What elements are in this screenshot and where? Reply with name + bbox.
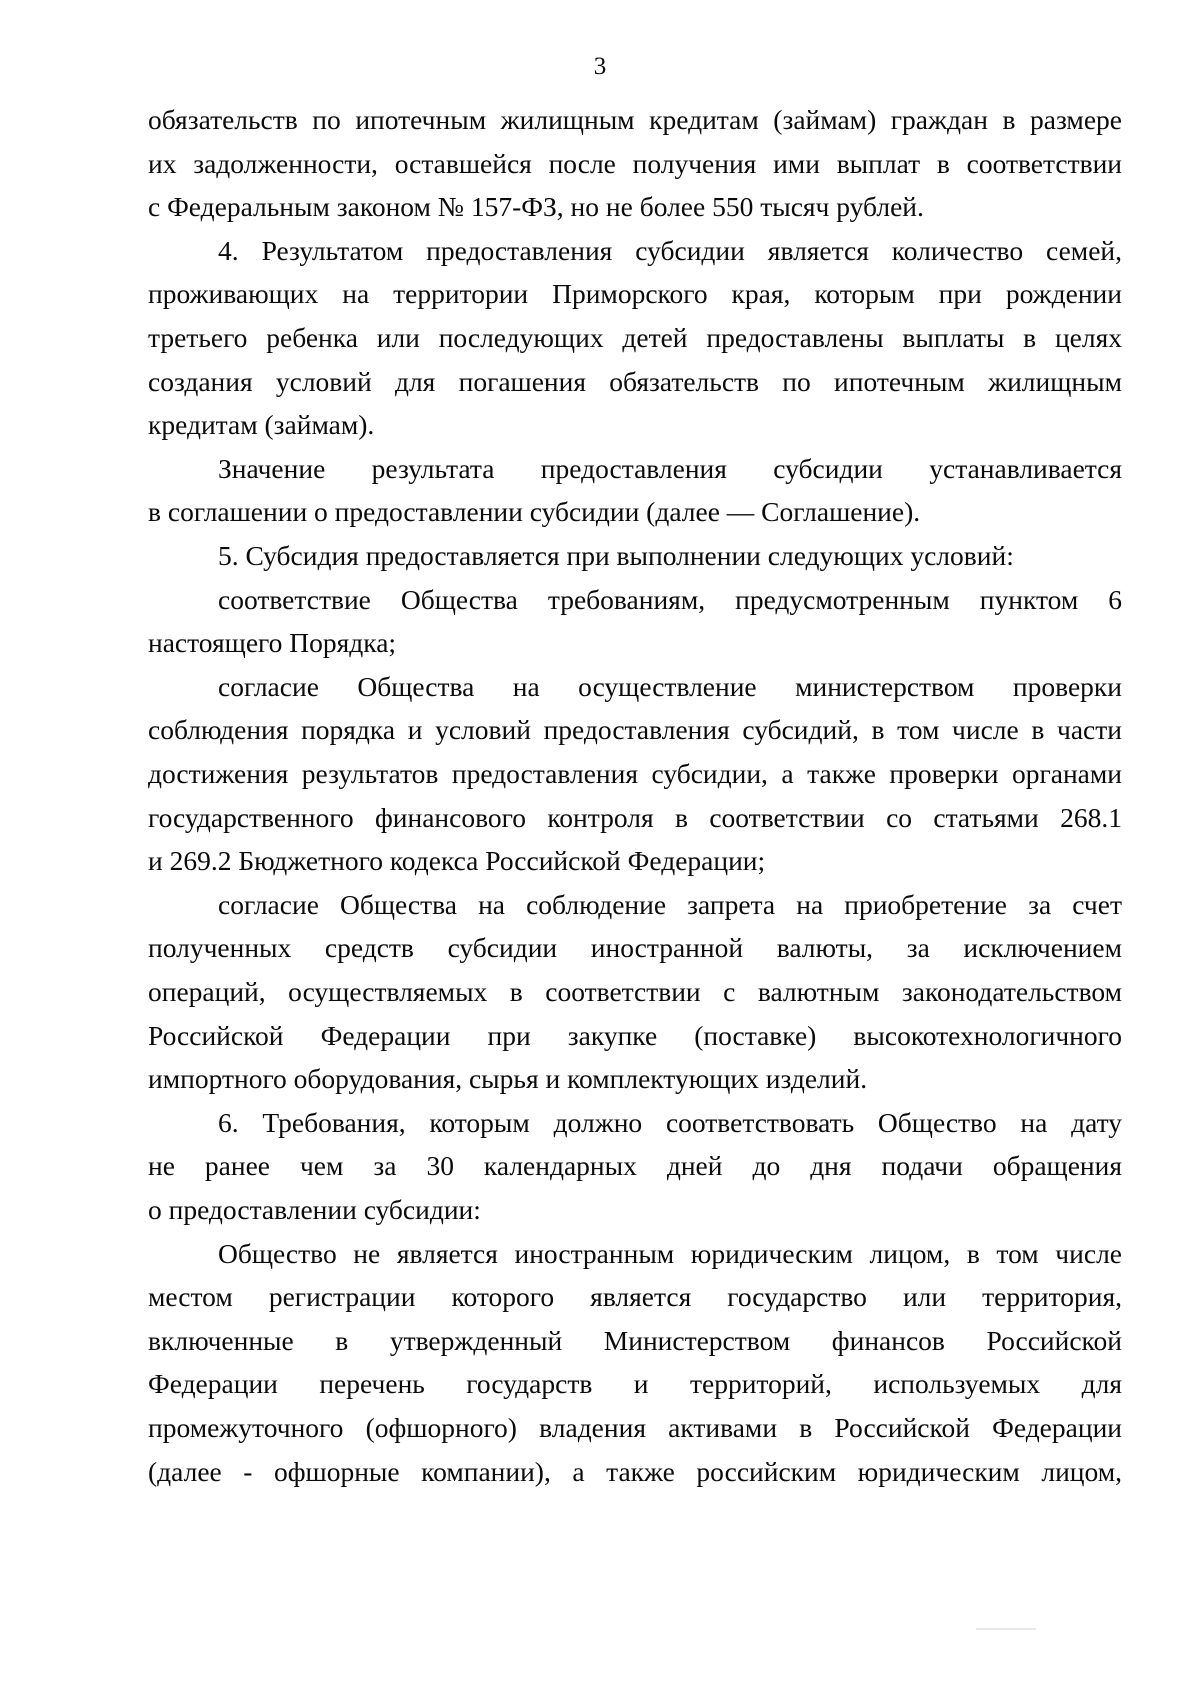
text-line: обязательств по ипотечным жилищным кредитам (займам) граждан в размере <box>148 104 1122 135</box>
text-line: настоящего Порядка; <box>148 627 397 658</box>
text-line: включенные в утвержденный Министерством финансов Российской <box>148 1325 1122 1356</box>
text-line: Федерации перечень государств и территорий, используемых для <box>148 1368 1122 1399</box>
text-line: Значение результата предоставления субсидии устанавливается <box>218 453 1122 484</box>
text-line: с Федеральным законом № 157-ФЗ, но не более 550 тысяч рублей. <box>148 191 924 222</box>
text-line: Общество не является иностранным юридическим лицом, в том числе <box>218 1238 1122 1269</box>
page-number: 3 <box>593 53 607 80</box>
text-line: согласие Общества на соблюдение запрета на приобретение за счет <box>218 889 1122 920</box>
text-line: достижения результатов предоставления субсидии, а также проверки органами <box>148 758 1122 789</box>
text-line: импортного оборудования, сырья и комплектующих изделий. <box>148 1063 868 1094</box>
text-line: 4. Результатом предоставления субсидии является количество семей, <box>218 235 1122 266</box>
text-line: не ранее чем за 30 календарных дней до дня подачи обращения <box>148 1150 1122 1181</box>
text-line: государственного финансового контроля в соответствии со статьями 268.1 <box>148 802 1122 833</box>
text-line: кредитам (займам). <box>148 409 375 440</box>
text-line: 6. Требования, которым должно соответствовать Общество на дату <box>218 1107 1122 1138</box>
text-line: местом регистрации которого является государство или территория, <box>148 1281 1122 1312</box>
text-line: операций, осуществляемых в соответствии с валютным законодательством <box>148 976 1122 1007</box>
text-line: в соглашении о предоставлении субсидии (далее — Соглашение). <box>148 496 921 527</box>
text-line: промежуточного (офшорного) владения активами в Российской Федерации <box>148 1412 1122 1443</box>
text-line: 5. Субсидия предоставляется при выполнении следующих условий: <box>218 540 1014 571</box>
text-line: третьего ребенка или последующих детей предоставлены выплаты в целях <box>148 322 1122 353</box>
text-line: полученных средств субсидии иностранной валюты, за исключением <box>148 932 1122 963</box>
text-line: создания условий для погашения обязательств по ипотечным жилищным <box>148 366 1122 397</box>
text-line: (далее - офшорные компании), а также российским юридическим лицом, <box>148 1456 1122 1487</box>
text-line: согласие Общества на осуществление министерством проверки <box>218 671 1122 702</box>
text-line: их задолженности, оставшейся после получения ими выплат в соответствии <box>148 148 1122 179</box>
text-line: проживающих на территории Приморского края, которым при рождении <box>148 278 1122 309</box>
text-line: соответствие Общества требованиям, предусмотренным пунктом 6 <box>218 584 1122 615</box>
text-line: и 269.2 Бюджетного кодекса Российской Федерации; <box>148 845 766 876</box>
scan-artifact <box>976 1628 1036 1630</box>
text-line: соблюдения порядка и условий предоставления субсидий, в том числе в части <box>148 714 1122 745</box>
text-line: о предоставлении субсидии: <box>148 1194 481 1225</box>
text-line: Российской Федерации при закупке (поставке) высокотехнологичного <box>148 1020 1122 1051</box>
